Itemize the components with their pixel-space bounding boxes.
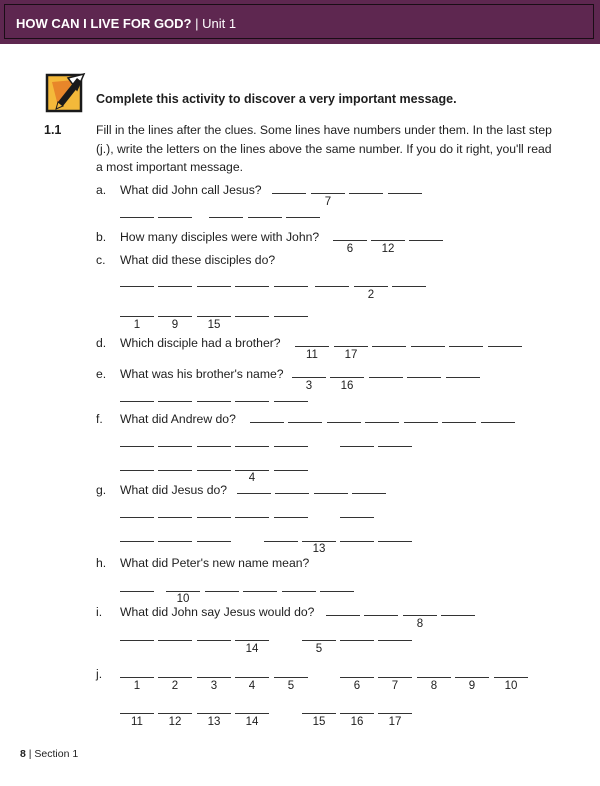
answer-blank[interactable] <box>364 615 398 616</box>
blank-number: 12 <box>168 716 182 728</box>
blank-number: 14 <box>245 716 259 728</box>
item-letter-b: b. <box>96 230 107 244</box>
answer-blank[interactable] <box>286 217 320 218</box>
blank-number: 9 <box>171 319 179 331</box>
header-separator: | <box>191 16 203 31</box>
answer-blank[interactable] <box>481 422 515 423</box>
blank-number: 17 <box>388 716 402 728</box>
footer-separator: | <box>25 748 35 760</box>
answer-blank[interactable] <box>250 422 284 423</box>
blank-number: 11 <box>131 716 143 728</box>
answer-blank[interactable] <box>235 286 269 287</box>
page-header <box>0 0 600 44</box>
blank-number: 8 <box>416 618 424 630</box>
answer-blank[interactable] <box>409 240 443 241</box>
answer-blank[interactable] <box>158 316 192 317</box>
answer-blank[interactable] <box>120 217 154 218</box>
answer-blank[interactable] <box>235 401 269 402</box>
answer-blank[interactable] <box>352 493 386 494</box>
footer-section: Section 1 <box>34 748 79 760</box>
blank-number: 3 <box>210 680 218 692</box>
answer-blank[interactable] <box>295 346 329 347</box>
answer-blank[interactable] <box>365 422 399 423</box>
page-number: 8 <box>20 748 26 760</box>
blank-number: 16 <box>340 380 354 392</box>
question-number: 1.1 <box>44 123 62 137</box>
answer-blank[interactable] <box>378 713 412 714</box>
answer-blank[interactable] <box>354 286 388 287</box>
question-text: Fill in the lines after the clues. Some lines have numbers under them. In the last step (j.), write the letters on the lines above the same number. If you do it right, you'll read a most important message. <box>96 123 552 174</box>
answer-blank[interactable] <box>334 346 368 347</box>
answer-blank[interactable] <box>158 677 192 678</box>
answer-blank[interactable] <box>158 541 192 542</box>
answer-blank[interactable] <box>378 640 412 641</box>
answer-blank[interactable] <box>235 470 269 471</box>
answer-blank[interactable] <box>120 591 154 592</box>
answer-blank[interactable] <box>446 377 480 378</box>
answer-blank[interactable] <box>404 422 438 423</box>
item-letter-c: c. <box>96 253 106 267</box>
answer-blank[interactable] <box>327 422 361 423</box>
answer-blank[interactable] <box>340 541 374 542</box>
item-text-a: What did John call Jesus? <box>120 183 262 197</box>
answer-blank[interactable] <box>494 677 528 678</box>
blank-number: 8 <box>430 680 438 692</box>
item-letter-a: a. <box>96 183 107 197</box>
answer-blank[interactable] <box>197 286 231 287</box>
header-unit: Unit 1 <box>202 16 237 31</box>
answer-blank[interactable] <box>120 470 154 471</box>
answer-blank[interactable] <box>120 713 154 714</box>
answer-blank[interactable] <box>302 640 336 641</box>
answer-blank[interactable] <box>264 541 298 542</box>
blank-number: 6 <box>346 243 354 255</box>
answer-blank[interactable] <box>166 591 200 592</box>
item-text-e: What was his brother's name? <box>120 367 284 381</box>
answer-blank[interactable] <box>378 677 412 678</box>
blank-number: 9 <box>468 680 476 692</box>
answer-blank[interactable] <box>235 316 269 317</box>
answer-blank[interactable] <box>272 193 306 194</box>
item-text-i: What did John say Jesus would do? <box>120 605 315 619</box>
answer-blank[interactable] <box>158 286 192 287</box>
answer-blank[interactable] <box>275 493 309 494</box>
blank-number: 7 <box>391 680 399 692</box>
page-footer <box>20 748 78 760</box>
answer-blank[interactable] <box>302 713 336 714</box>
answer-blank[interactable] <box>120 446 154 447</box>
answer-blank[interactable] <box>441 615 475 616</box>
answer-blank[interactable] <box>288 422 322 423</box>
item-letter-i: i. <box>96 605 103 619</box>
answer-blank[interactable] <box>349 193 383 194</box>
answer-blank[interactable] <box>292 377 326 378</box>
answer-blank[interactable] <box>158 446 192 447</box>
answer-blank[interactable] <box>320 591 354 592</box>
blank-number: 2 <box>171 680 179 692</box>
answer-blank[interactable] <box>403 615 437 616</box>
answer-blank[interactable] <box>274 677 308 678</box>
blank-number: 15 <box>312 716 326 728</box>
answer-blank[interactable] <box>235 640 269 641</box>
blank-number: 5 <box>315 643 323 655</box>
answer-blank[interactable] <box>120 541 154 542</box>
blank-number: 4 <box>248 680 256 692</box>
answer-blank[interactable] <box>330 377 364 378</box>
item-letter-j: j. <box>96 667 103 681</box>
blank-number: 11 <box>306 349 318 361</box>
answer-blank[interactable] <box>120 517 154 518</box>
answer-blank[interactable] <box>333 240 367 241</box>
answer-blank[interactable] <box>340 713 374 714</box>
answer-blank[interactable] <box>340 677 374 678</box>
blank-number: 14 <box>245 643 259 655</box>
answer-blank[interactable] <box>315 286 349 287</box>
answer-blank[interactable] <box>237 493 271 494</box>
answer-blank[interactable] <box>274 316 308 317</box>
activity-instruction: Complete this activity to discover a very important message. <box>96 92 457 106</box>
answer-blank[interactable] <box>326 615 360 616</box>
answer-blank[interactable] <box>369 377 403 378</box>
answer-blank[interactable] <box>372 346 406 347</box>
answer-blank[interactable] <box>235 517 269 518</box>
item-letter-f: f. <box>96 412 103 426</box>
answer-blank[interactable] <box>248 217 282 218</box>
blank-number: 15 <box>207 319 221 331</box>
answer-blank[interactable] <box>205 591 239 592</box>
blank-number: 3 <box>305 380 313 392</box>
answer-blank[interactable] <box>235 677 269 678</box>
answer-blank[interactable] <box>417 677 451 678</box>
blank-number: 5 <box>287 680 295 692</box>
answer-blank[interactable] <box>197 316 231 317</box>
blank-number: 10 <box>504 680 518 692</box>
item-letter-e: e. <box>96 367 107 381</box>
answer-blank[interactable] <box>282 591 316 592</box>
answer-blank[interactable] <box>158 517 192 518</box>
answer-blank[interactable] <box>340 446 374 447</box>
answer-blank[interactable] <box>197 541 231 542</box>
answer-blank[interactable] <box>407 377 441 378</box>
answer-blank[interactable] <box>488 346 522 347</box>
item-text-h: What did Peter's new name mean? <box>120 556 310 570</box>
answer-blank[interactable] <box>274 446 308 447</box>
blank-number: 4 <box>248 472 256 484</box>
answer-blank[interactable] <box>120 677 154 678</box>
answer-blank[interactable] <box>158 401 192 402</box>
answer-blank[interactable] <box>274 517 308 518</box>
answer-blank[interactable] <box>197 517 231 518</box>
blank-number: 1 <box>133 319 141 331</box>
answer-blank[interactable] <box>197 470 231 471</box>
answer-blank[interactable] <box>449 346 483 347</box>
answer-blank[interactable] <box>120 640 154 641</box>
answer-blank[interactable] <box>388 193 422 194</box>
blank-number: 7 <box>324 196 332 208</box>
answer-blank[interactable] <box>243 591 277 592</box>
answer-blank[interactable] <box>235 446 269 447</box>
answer-blank[interactable] <box>371 240 405 241</box>
answer-blank[interactable] <box>197 640 231 641</box>
blank-number: 2 <box>367 289 375 301</box>
answer-blank[interactable] <box>340 640 374 641</box>
item-letter-g: g. <box>96 483 107 497</box>
item-text-d: Which disciple had a brother? <box>120 336 281 350</box>
answer-blank[interactable] <box>314 493 348 494</box>
answer-blank[interactable] <box>274 286 308 287</box>
blank-number: 17 <box>344 349 358 361</box>
answer-blank[interactable] <box>158 713 192 714</box>
answer-blank[interactable] <box>197 446 231 447</box>
item-text-g: What did Jesus do? <box>120 483 228 497</box>
answer-blank[interactable] <box>158 640 192 641</box>
header-title-main: HOW CAN I LIVE FOR GOD? <box>16 16 192 31</box>
pencil-paper-icon <box>44 72 86 114</box>
answer-blank[interactable] <box>158 470 192 471</box>
answer-blank[interactable] <box>274 401 308 402</box>
blank-number: 13 <box>312 543 326 555</box>
answer-blank[interactable] <box>378 446 412 447</box>
answer-blank[interactable] <box>120 286 154 287</box>
answer-blank[interactable] <box>442 422 476 423</box>
answer-blank[interactable] <box>340 517 374 518</box>
item-text-c: What did these disciples do? <box>120 253 276 267</box>
answer-blank[interactable] <box>209 217 243 218</box>
answer-blank[interactable] <box>274 470 308 471</box>
blank-number: 1 <box>133 680 141 692</box>
answer-blank[interactable] <box>302 541 336 542</box>
answer-blank[interactable] <box>235 713 269 714</box>
answer-blank[interactable] <box>392 286 426 287</box>
item-letter-h: h. <box>96 556 107 570</box>
item-text-f: What did Andrew do? <box>120 412 236 426</box>
item-letter-d: d. <box>96 336 107 350</box>
answer-blank[interactable] <box>197 713 231 714</box>
item-text-b: How many disciples were with John? <box>120 230 320 244</box>
blank-number: 13 <box>207 716 221 728</box>
answer-blank[interactable] <box>455 677 489 678</box>
answer-blank[interactable] <box>120 316 154 317</box>
blank-number: 6 <box>353 680 361 692</box>
answer-blank[interactable] <box>378 541 412 542</box>
blank-number: 16 <box>350 716 364 728</box>
header-title <box>16 16 236 31</box>
answer-blank[interactable] <box>197 677 231 678</box>
answer-blank[interactable] <box>311 193 345 194</box>
blank-number: 12 <box>381 243 395 255</box>
answer-blank[interactable] <box>120 401 154 402</box>
blank-number: 10 <box>176 593 190 605</box>
answer-blank[interactable] <box>411 346 445 347</box>
answer-blank[interactable] <box>197 401 231 402</box>
answer-blank[interactable] <box>158 217 192 218</box>
